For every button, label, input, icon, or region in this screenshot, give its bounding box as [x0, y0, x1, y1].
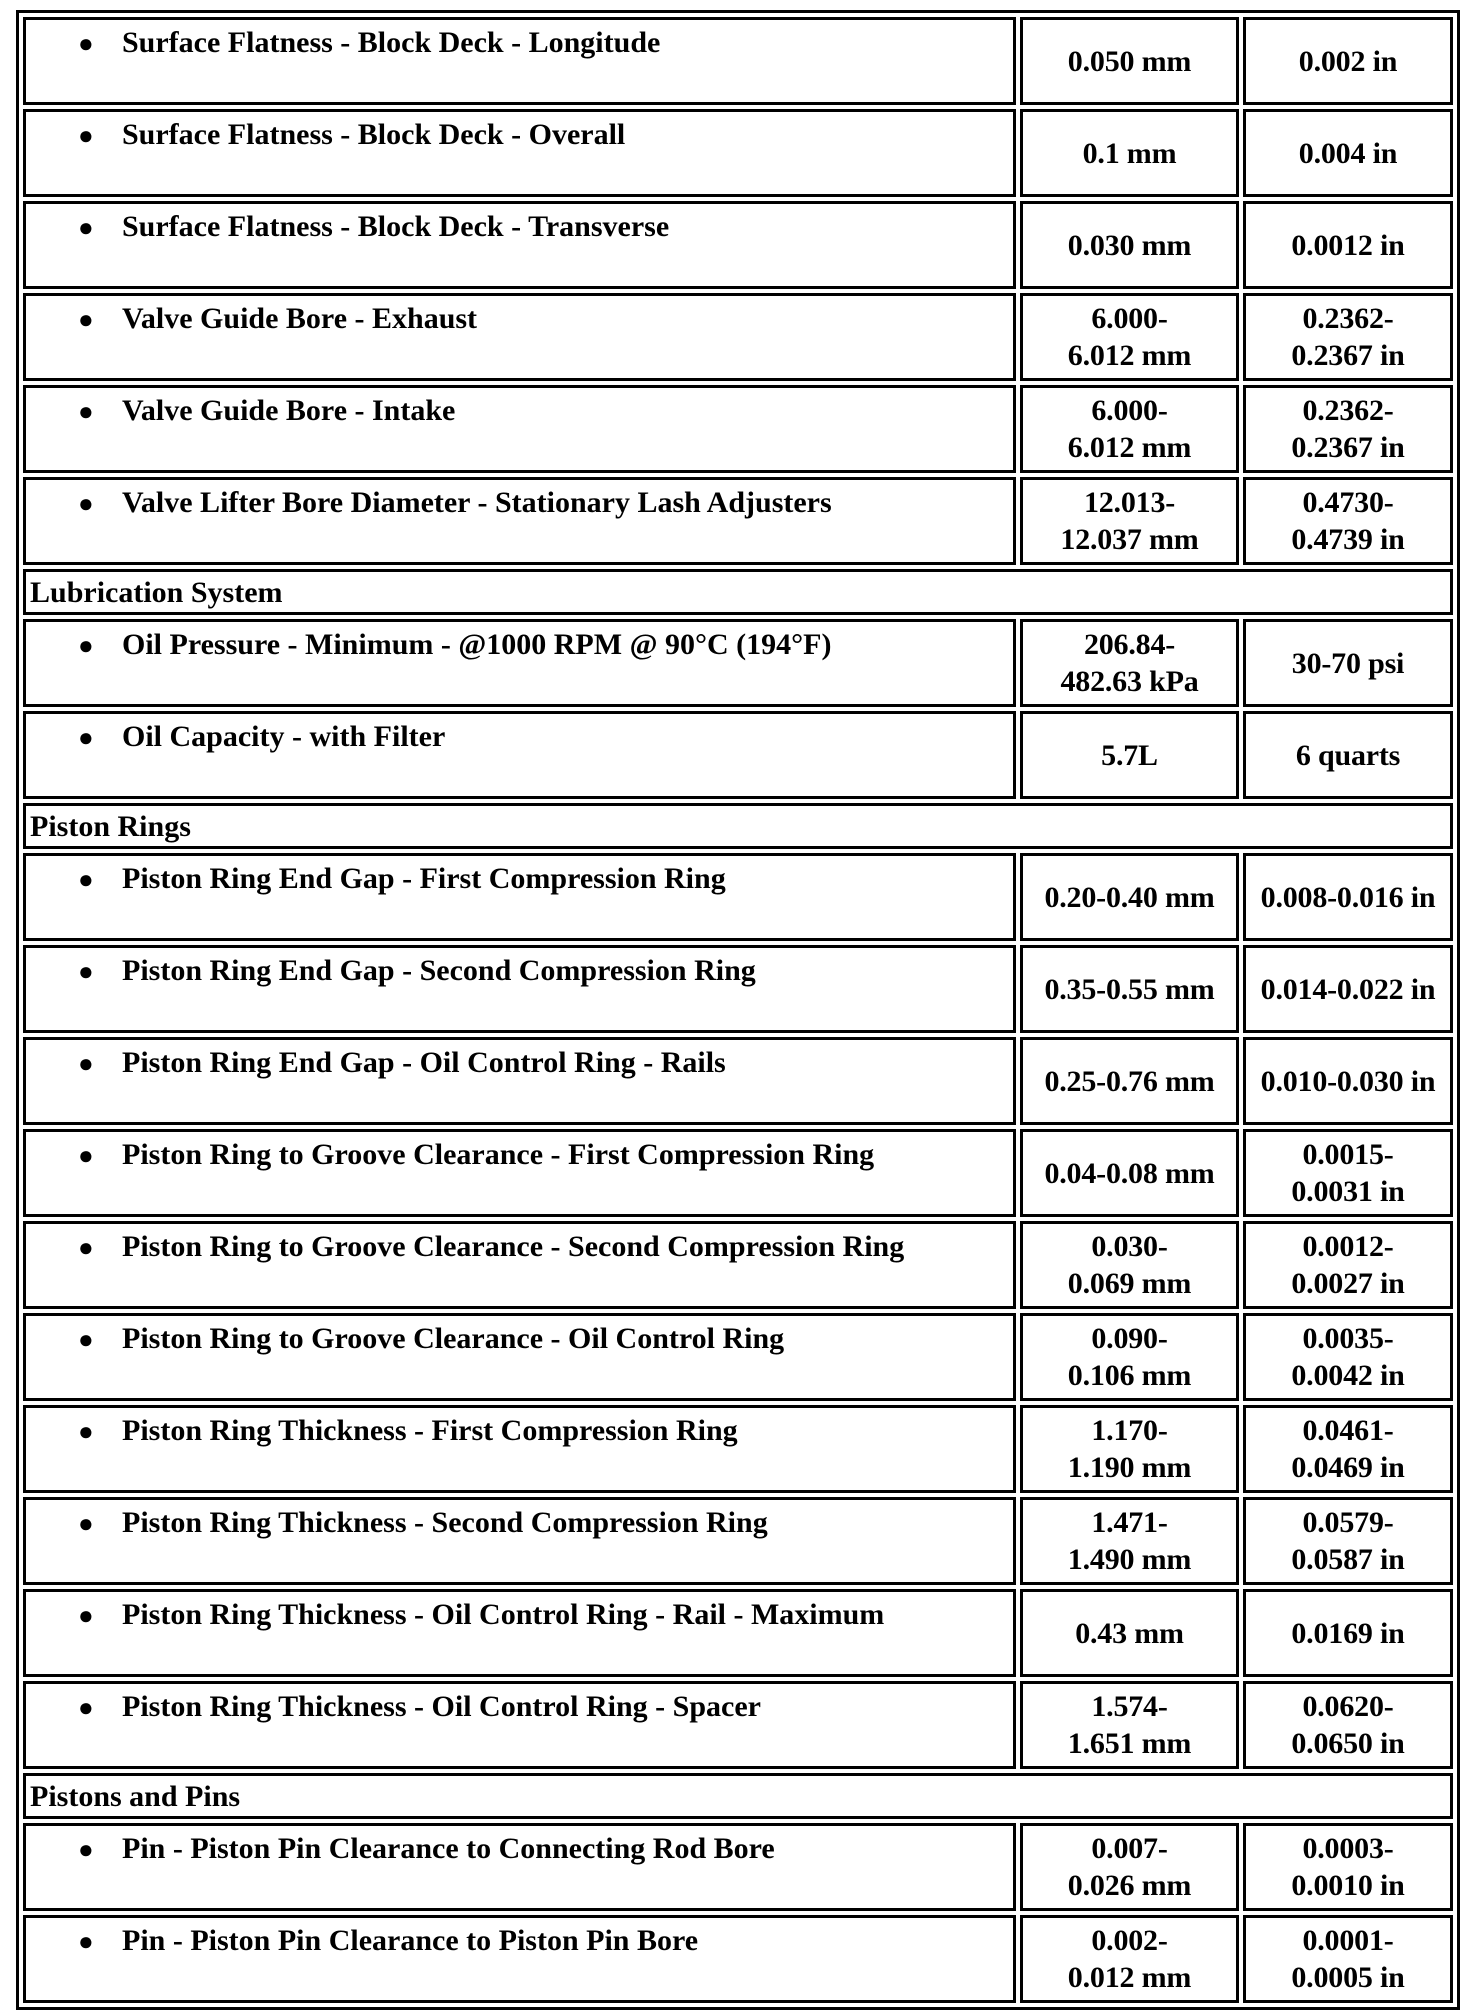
imperial-value-cell: 0.0169 in [1243, 1589, 1453, 1677]
spec-row [23, 17, 1453, 105]
spec-row [23, 1313, 1453, 1401]
metric-value-cell: 12.013- 12.037 mm [1020, 477, 1239, 565]
imperial-value-cell: 0.008-0.016 in [1243, 853, 1453, 941]
imperial-value-cell: 0.0461- 0.0469 in [1243, 1405, 1453, 1493]
bullet-icon: ● [78, 1141, 94, 1170]
spec-name-cell [23, 1681, 1016, 1769]
bullet-icon: ● [78, 1049, 94, 1078]
spec-row [23, 945, 1453, 1033]
bullet-icon: ● [78, 865, 94, 894]
spec-name: Oil Capacity - with Filter [122, 720, 446, 753]
bullet-icon: ● [78, 1417, 94, 1446]
bullet-icon: ● [78, 213, 94, 242]
imperial-value-cell: 0.0035- 0.0042 in [1243, 1313, 1453, 1401]
metric-value-cell: 0.1 mm [1020, 109, 1239, 197]
imperial-value-cell: 0.0012 in [1243, 201, 1453, 289]
bullet-icon: ● [78, 1693, 94, 1722]
spec-name-cell [23, 1823, 1016, 1911]
imperial-value-cell: 0.4730- 0.4739 in [1243, 477, 1453, 565]
imperial-value-cell: 6 quarts [1243, 711, 1453, 799]
imperial-value-cell: 30-70 psi [1243, 619, 1453, 707]
metric-value-cell: 1.471- 1.490 mm [1020, 1497, 1239, 1585]
spec-name: Piston Ring to Groove Clearance - Oil Control Ring [122, 1322, 785, 1355]
imperial-value-cell: 0.2362- 0.2367 in [1243, 293, 1453, 381]
metric-value-cell: 0.050 mm [1020, 17, 1239, 105]
spec-name: Piston Ring End Gap - Second Compression Ring [122, 954, 756, 987]
spec-name: Piston Ring Thickness - Oil Control Ring - Rail - Maximum [122, 1598, 885, 1631]
metric-value-cell: 6.000- 6.012 mm [1020, 385, 1239, 473]
spec-name-cell [23, 201, 1016, 289]
section-title: Pistons and Pins [23, 1773, 1453, 1819]
spec-name-cell [23, 1037, 1016, 1125]
spec-row [23, 293, 1453, 381]
bullet-icon: ● [78, 1927, 94, 1956]
metric-value-cell: 0.35-0.55 mm [1020, 945, 1239, 1033]
spec-name: Surface Flatness - Block Deck - Longitude [122, 26, 661, 59]
spec-row [23, 1589, 1453, 1677]
metric-value-cell: 0.030 mm [1020, 201, 1239, 289]
spec-name-cell [23, 1915, 1016, 2003]
spec-name-cell [23, 17, 1016, 105]
section-title: Piston Rings [23, 803, 1453, 849]
specifications-table-body [23, 17, 1453, 2003]
section-header-row [23, 569, 1453, 615]
spec-name-cell [23, 385, 1016, 473]
spec-row [23, 385, 1453, 473]
spec-row [23, 711, 1453, 799]
imperial-value-cell: 0.2362- 0.2367 in [1243, 385, 1453, 473]
spec-name: Surface Flatness - Block Deck - Overall [122, 118, 626, 151]
spec-row [23, 1823, 1453, 1911]
spec-name: Valve Guide Bore - Exhaust [122, 302, 478, 335]
spec-name: Piston Ring End Gap - First Compression Ring [122, 862, 726, 895]
bullet-icon: ● [78, 29, 94, 58]
spec-name-cell [23, 1129, 1016, 1217]
section-header-row [23, 803, 1453, 849]
spec-name-cell [23, 1497, 1016, 1585]
spec-row [23, 1221, 1453, 1309]
metric-value-cell: 0.002- 0.012 mm [1020, 1915, 1239, 2003]
spec-name: Piston Ring Thickness - First Compression Ring [122, 1414, 738, 1447]
imperial-value-cell: 0.0012- 0.0027 in [1243, 1221, 1453, 1309]
bullet-icon: ● [78, 1509, 94, 1538]
metric-value-cell: 0.04-0.08 mm [1020, 1129, 1239, 1217]
spec-name-cell [23, 945, 1016, 1033]
spec-name: Valve Lifter Bore Diameter - Stationary Lash Adjusters [122, 486, 832, 519]
imperial-value-cell: 0.0579- 0.0587 in [1243, 1497, 1453, 1585]
spec-name: Surface Flatness - Block Deck - Transverse [122, 210, 670, 243]
metric-value-cell: 1.574- 1.651 mm [1020, 1681, 1239, 1769]
imperial-value-cell: 0.004 in [1243, 109, 1453, 197]
spec-name-cell [23, 1405, 1016, 1493]
spec-row [23, 1915, 1453, 2003]
imperial-value-cell: 0.0620- 0.0650 in [1243, 1681, 1453, 1769]
imperial-value-cell: 0.0001- 0.0005 in [1243, 1915, 1453, 2003]
metric-value-cell: 206.84- 482.63 kPa [1020, 619, 1239, 707]
bullet-icon: ● [78, 121, 94, 150]
bullet-icon: ● [78, 1835, 94, 1864]
spec-name-cell [23, 711, 1016, 799]
spec-row [23, 1129, 1453, 1217]
bullet-icon: ● [78, 723, 94, 752]
spec-name: Pin - Piston Pin Clearance to Piston Pin Bore [122, 1924, 699, 1957]
spec-name: Piston Ring to Groove Clearance - First Compression Ring [122, 1138, 875, 1171]
imperial-value-cell: 0.002 in [1243, 17, 1453, 105]
spec-row [23, 619, 1453, 707]
spec-sheet [16, 10, 1458, 2010]
imperial-value-cell: 0.0015- 0.0031 in [1243, 1129, 1453, 1217]
metric-value-cell: 0.25-0.76 mm [1020, 1037, 1239, 1125]
spec-name-cell [23, 293, 1016, 381]
metric-value-cell: 0.007- 0.026 mm [1020, 1823, 1239, 1911]
spec-name-cell [23, 1313, 1016, 1401]
spec-row [23, 477, 1453, 565]
spec-row [23, 201, 1453, 289]
metric-value-cell: 0.090- 0.106 mm [1020, 1313, 1239, 1401]
spec-name: Piston Ring Thickness - Second Compression Ring [122, 1506, 768, 1539]
metric-value-cell: 1.170- 1.190 mm [1020, 1405, 1239, 1493]
section-header-row [23, 1773, 1453, 1819]
metric-value-cell: 6.000- 6.012 mm [1020, 293, 1239, 381]
imperial-value-cell: 0.010-0.030 in [1243, 1037, 1453, 1125]
spec-name: Piston Ring Thickness - Oil Control Ring - Spacer [122, 1690, 761, 1723]
bullet-icon: ● [78, 489, 94, 518]
bullet-icon: ● [78, 957, 94, 986]
section-title: Lubrication System [23, 569, 1453, 615]
spec-name-cell [23, 619, 1016, 707]
spec-row [23, 109, 1453, 197]
spec-row [23, 1681, 1453, 1769]
spec-name-cell [23, 853, 1016, 941]
spec-name: Valve Guide Bore - Intake [122, 394, 456, 427]
spec-row [23, 1497, 1453, 1585]
spec-name-cell [23, 109, 1016, 197]
metric-value-cell: 0.20-0.40 mm [1020, 853, 1239, 941]
bullet-icon: ● [78, 631, 94, 660]
metric-value-cell: 0.43 mm [1020, 1589, 1239, 1677]
metric-value-cell: 0.030- 0.069 mm [1020, 1221, 1239, 1309]
bullet-icon: ● [78, 1325, 94, 1354]
specifications-table [16, 10, 1460, 2010]
metric-value-cell: 5.7L [1020, 711, 1239, 799]
spec-row [23, 1037, 1453, 1125]
imperial-value-cell: 0.014-0.022 in [1243, 945, 1453, 1033]
spec-row [23, 1405, 1453, 1493]
spec-name: Piston Ring to Groove Clearance - Second Compression Ring [122, 1230, 905, 1263]
spec-name-cell [23, 1221, 1016, 1309]
bullet-icon: ● [78, 305, 94, 334]
bullet-icon: ● [78, 1601, 94, 1630]
bullet-icon: ● [78, 1233, 94, 1262]
spec-name: Piston Ring End Gap - Oil Control Ring - Rails [122, 1046, 726, 1079]
spec-name-cell [23, 1589, 1016, 1677]
spec-row [23, 853, 1453, 941]
spec-name-cell [23, 477, 1016, 565]
spec-name: Pin - Piston Pin Clearance to Connecting Rod Bore [122, 1832, 775, 1865]
imperial-value-cell: 0.0003- 0.0010 in [1243, 1823, 1453, 1911]
spec-name: Oil Pressure - Minimum - @1000 RPM @ 90°C (194°F) [122, 628, 832, 661]
bullet-icon: ● [78, 397, 94, 426]
